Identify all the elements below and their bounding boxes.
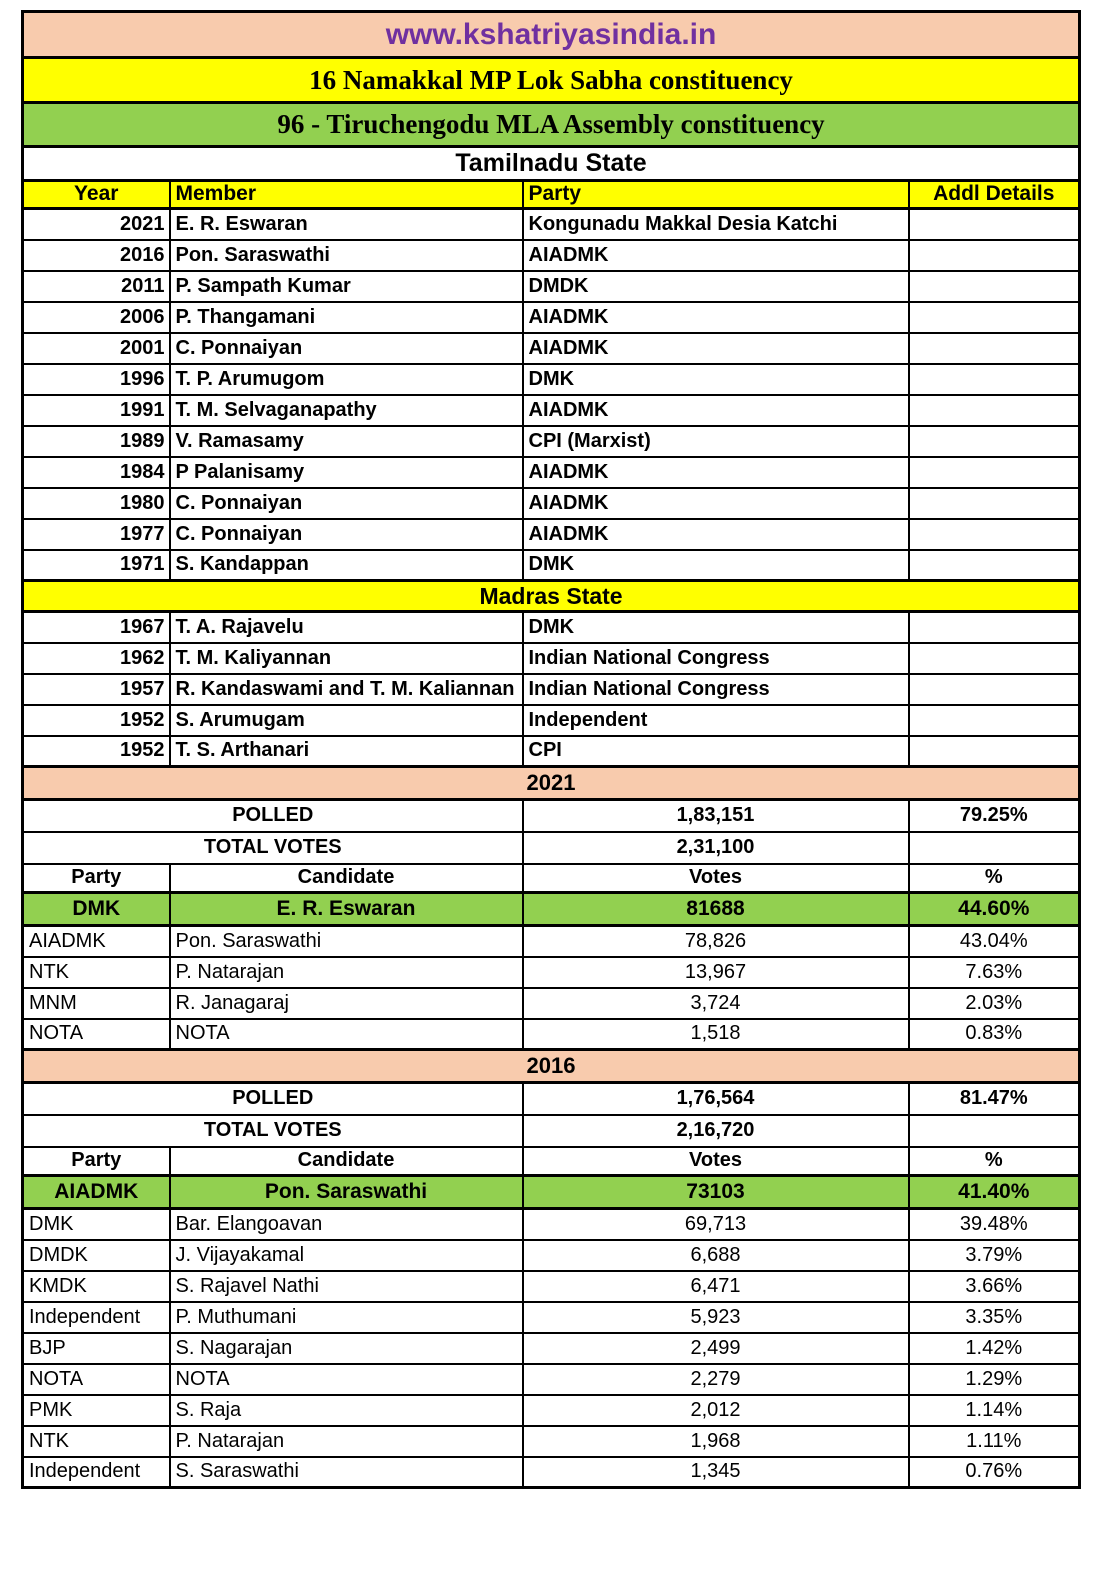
- pct-cell: 3.66%: [909, 1271, 1080, 1302]
- candidate-cell: J. Vijayakamal: [170, 1240, 523, 1271]
- history-row: [23, 705, 1080, 736]
- votes-cell: 1,345: [523, 1457, 909, 1488]
- results-header-party: Party: [23, 864, 170, 893]
- year-cell: 2016: [23, 240, 170, 271]
- results-header-party: Party: [23, 1147, 170, 1176]
- constituency-sheet: [21, 10, 1078, 1489]
- votes-cell: 2,279: [523, 1364, 909, 1395]
- history-header-year: Year: [23, 181, 170, 209]
- tamilnadu-state-title: Tamilnadu State: [23, 147, 1080, 181]
- addl-details-cell: [909, 240, 1080, 271]
- addl-details-cell: [909, 674, 1080, 705]
- member-cell: R. Kandaswami and T. M. Kaliannan: [170, 674, 523, 705]
- results-header-row-2021: [23, 864, 1080, 893]
- constituency-table: [21, 10, 1081, 1489]
- winner-row-2016: [23, 1176, 1080, 1209]
- votes-cell: 5,923: [523, 1302, 909, 1333]
- candidate-cell: NOTA: [170, 1019, 523, 1050]
- winner-votes: 73103: [523, 1176, 909, 1209]
- year-cell: 1957: [23, 674, 170, 705]
- member-cell: C. Ponnaiyan: [170, 333, 523, 364]
- member-cell: V. Ramasamy: [170, 426, 523, 457]
- year-cell: 1967: [23, 612, 170, 643]
- addl-details-cell: [909, 426, 1080, 457]
- results-header-votes: Votes: [523, 864, 909, 893]
- result-row: [23, 957, 1080, 988]
- total-votes-value: 2,31,100: [523, 832, 909, 864]
- candidate-cell: S. Raja: [170, 1395, 523, 1426]
- total-votes-row-2016: [23, 1115, 1080, 1147]
- year-cell: 1991: [23, 395, 170, 426]
- history-row: [23, 209, 1080, 240]
- votes-cell: 69,713: [523, 1209, 909, 1240]
- party-cell: Independent: [523, 705, 909, 736]
- addl-details-cell: [909, 209, 1080, 240]
- madras-state-row: [23, 581, 1080, 612]
- total-votes-pct: [909, 832, 1080, 864]
- party-cell: CPI (Marxist): [523, 426, 909, 457]
- party-cell: AIADMK: [523, 240, 909, 271]
- addl-details-cell: [909, 395, 1080, 426]
- result-row: [23, 1333, 1080, 1364]
- addl-details-cell: [909, 302, 1080, 333]
- history-row: [23, 674, 1080, 705]
- pct-cell: 39.48%: [909, 1209, 1080, 1240]
- history-row: [23, 240, 1080, 271]
- party-cell: AIADMK: [523, 488, 909, 519]
- result-row: [23, 1364, 1080, 1395]
- result-row: [23, 1302, 1080, 1333]
- addl-details-cell: [909, 612, 1080, 643]
- pct-cell: 1.29%: [909, 1364, 1080, 1395]
- addl-details-cell: [909, 364, 1080, 395]
- pct-cell: 43.04%: [909, 926, 1080, 957]
- votes-cell: 3,724: [523, 988, 909, 1019]
- addl-details-cell: [909, 457, 1080, 488]
- votes-cell: 2,012: [523, 1395, 909, 1426]
- pct-cell: 1.14%: [909, 1395, 1080, 1426]
- party-cell: Indian National Congress: [523, 674, 909, 705]
- election-2021-band: [23, 767, 1080, 800]
- party-cell: NTK: [23, 957, 170, 988]
- winner-candidate: Pon. Saraswathi: [170, 1176, 523, 1209]
- candidate-cell: P. Muthumani: [170, 1302, 523, 1333]
- party-cell: DMK: [523, 612, 909, 643]
- total-votes-value: 2,16,720: [523, 1115, 909, 1147]
- winner-party: AIADMK: [23, 1176, 170, 1209]
- member-cell: T. S. Arthanari: [170, 736, 523, 767]
- party-cell: NTK: [23, 1426, 170, 1457]
- results-header-pct: %: [909, 1147, 1080, 1176]
- total-votes-label: TOTAL VOTES: [23, 832, 523, 864]
- election-year-title: 2016: [23, 1050, 1080, 1083]
- mla-constituency-row: [23, 103, 1080, 147]
- addl-details-cell: [909, 643, 1080, 674]
- result-row: [23, 1240, 1080, 1271]
- history-header-member: Member: [170, 181, 523, 209]
- pct-cell: 0.83%: [909, 1019, 1080, 1050]
- history-row: [23, 736, 1080, 767]
- member-cell: T. M. Kaliyannan: [170, 643, 523, 674]
- party-cell: DMK: [523, 550, 909, 581]
- result-row: [23, 1271, 1080, 1302]
- pct-cell: 3.79%: [909, 1240, 1080, 1271]
- year-cell: 1996: [23, 364, 170, 395]
- pct-cell: 0.76%: [909, 1457, 1080, 1488]
- member-cell: T. P. Arumugom: [170, 364, 523, 395]
- party-cell: NOTA: [23, 1364, 170, 1395]
- addl-details-cell: [909, 705, 1080, 736]
- candidate-cell: S. Nagarajan: [170, 1333, 523, 1364]
- polled-label: POLLED: [23, 1083, 523, 1115]
- history-row: [23, 333, 1080, 364]
- history-row: [23, 457, 1080, 488]
- madras-state-title: Madras State: [23, 581, 1080, 612]
- year-cell: 2001: [23, 333, 170, 364]
- results-header-votes: Votes: [523, 1147, 909, 1176]
- polled-row-2021: [23, 800, 1080, 832]
- party-cell: NOTA: [23, 1019, 170, 1050]
- member-cell: P. Sampath Kumar: [170, 271, 523, 302]
- history-row: [23, 364, 1080, 395]
- winner-row-2021: [23, 893, 1080, 926]
- polled-pct: 79.25%: [909, 800, 1080, 832]
- history-row: [23, 395, 1080, 426]
- member-cell: T. A. Rajavelu: [170, 612, 523, 643]
- addl-details-cell: [909, 550, 1080, 581]
- history-row: [23, 519, 1080, 550]
- winner-votes: 81688: [523, 893, 909, 926]
- mp-constituency-title: 16 Namakkal MP Lok Sabha constituency: [23, 58, 1080, 103]
- candidate-cell: Pon. Saraswathi: [170, 926, 523, 957]
- year-cell: 1962: [23, 643, 170, 674]
- result-row: [23, 1395, 1080, 1426]
- candidate-cell: P. Natarajan: [170, 957, 523, 988]
- candidate-cell: P. Natarajan: [170, 1426, 523, 1457]
- history-row: [23, 643, 1080, 674]
- addl-details-cell: [909, 271, 1080, 302]
- site-url: www.kshatriyasindia.in: [23, 12, 1080, 58]
- winner-pct: 41.40%: [909, 1176, 1080, 1209]
- party-cell: MNM: [23, 988, 170, 1019]
- year-cell: 1980: [23, 488, 170, 519]
- member-cell: Pon. Saraswathi: [170, 240, 523, 271]
- year-cell: 1971: [23, 550, 170, 581]
- history-row: [23, 302, 1080, 333]
- votes-cell: 1,518: [523, 1019, 909, 1050]
- candidate-cell: S. Rajavel Nathi: [170, 1271, 523, 1302]
- year-cell: 1952: [23, 705, 170, 736]
- party-cell: DMK: [23, 1209, 170, 1240]
- pct-cell: 2.03%: [909, 988, 1080, 1019]
- member-cell: S. Kandappan: [170, 550, 523, 581]
- mp-constituency-row: [23, 58, 1080, 103]
- party-cell: DMDK: [23, 1240, 170, 1271]
- addl-details-cell: [909, 333, 1080, 364]
- pct-cell: 7.63%: [909, 957, 1080, 988]
- result-row: [23, 1209, 1080, 1240]
- election-year-title: 2021: [23, 767, 1080, 800]
- result-row: [23, 1019, 1080, 1050]
- party-cell: PMK: [23, 1395, 170, 1426]
- year-cell: 2011: [23, 271, 170, 302]
- votes-cell: 13,967: [523, 957, 909, 988]
- pct-cell: 1.42%: [909, 1333, 1080, 1364]
- candidate-cell: NOTA: [170, 1364, 523, 1395]
- year-cell: 1952: [23, 736, 170, 767]
- history-header-party: Party: [523, 181, 909, 209]
- addl-details-cell: [909, 519, 1080, 550]
- year-cell: 2021: [23, 209, 170, 240]
- member-cell: E. R. Eswaran: [170, 209, 523, 240]
- history-header-addl: Addl Details: [909, 181, 1080, 209]
- winner-party: DMK: [23, 893, 170, 926]
- party-cell: AIADMK: [523, 333, 909, 364]
- history-row: [23, 612, 1080, 643]
- year-cell: 2006: [23, 302, 170, 333]
- url-banner-row: [23, 12, 1080, 58]
- party-cell: KMDK: [23, 1271, 170, 1302]
- history-header-row: [23, 181, 1080, 209]
- party-cell: AIADMK: [523, 395, 909, 426]
- party-cell: BJP: [23, 1333, 170, 1364]
- member-cell: C. Ponnaiyan: [170, 519, 523, 550]
- party-cell: AIADMK: [523, 519, 909, 550]
- result-row: [23, 988, 1080, 1019]
- history-row: [23, 550, 1080, 581]
- polled-votes: 1,83,151: [523, 800, 909, 832]
- party-cell: AIADMK: [23, 926, 170, 957]
- addl-details-cell: [909, 736, 1080, 767]
- member-cell: T. M. Selvaganapathy: [170, 395, 523, 426]
- party-cell: DMDK: [523, 271, 909, 302]
- winner-candidate: E. R. Eswaran: [170, 893, 523, 926]
- results-header-candidate: Candidate: [170, 1147, 523, 1176]
- member-cell: C. Ponnaiyan: [170, 488, 523, 519]
- result-row: [23, 1457, 1080, 1488]
- party-cell: AIADMK: [523, 302, 909, 333]
- total-votes-label: TOTAL VOTES: [23, 1115, 523, 1147]
- member-cell: P Palanisamy: [170, 457, 523, 488]
- votes-cell: 1,968: [523, 1426, 909, 1457]
- total-votes-row-2021: [23, 832, 1080, 864]
- polled-votes: 1,76,564: [523, 1083, 909, 1115]
- votes-cell: 6,471: [523, 1271, 909, 1302]
- history-row: [23, 426, 1080, 457]
- history-row: [23, 271, 1080, 302]
- result-row: [23, 1426, 1080, 1457]
- party-cell: Independent: [23, 1302, 170, 1333]
- addl-details-cell: [909, 488, 1080, 519]
- member-cell: S. Arumugam: [170, 705, 523, 736]
- results-header-row-2016: [23, 1147, 1080, 1176]
- party-cell: Independent: [23, 1457, 170, 1488]
- party-cell: Indian National Congress: [523, 643, 909, 674]
- party-cell: Kongunadu Makkal Desia Katchi: [523, 209, 909, 240]
- result-row: [23, 926, 1080, 957]
- votes-cell: 6,688: [523, 1240, 909, 1271]
- mla-constituency-title: 96 - Tiruchengodu MLA Assembly constituency: [23, 103, 1080, 147]
- year-cell: 1984: [23, 457, 170, 488]
- year-cell: 1977: [23, 519, 170, 550]
- votes-cell: 78,826: [523, 926, 909, 957]
- results-header-pct: %: [909, 864, 1080, 893]
- candidate-cell: R. Janagaraj: [170, 988, 523, 1019]
- pct-cell: 3.35%: [909, 1302, 1080, 1333]
- total-votes-pct: [909, 1115, 1080, 1147]
- tamilnadu-state-row: [23, 147, 1080, 181]
- party-cell: AIADMK: [523, 457, 909, 488]
- votes-cell: 2,499: [523, 1333, 909, 1364]
- member-cell: P. Thangamani: [170, 302, 523, 333]
- party-cell: CPI: [523, 736, 909, 767]
- candidate-cell: Bar. Elangoavan: [170, 1209, 523, 1240]
- party-cell: DMK: [523, 364, 909, 395]
- year-cell: 1989: [23, 426, 170, 457]
- pct-cell: 1.11%: [909, 1426, 1080, 1457]
- polled-label: POLLED: [23, 800, 523, 832]
- polled-pct: 81.47%: [909, 1083, 1080, 1115]
- election-2016-band: [23, 1050, 1080, 1083]
- history-row: [23, 488, 1080, 519]
- polled-row-2016: [23, 1083, 1080, 1115]
- results-header-candidate: Candidate: [170, 864, 523, 893]
- candidate-cell: S. Saraswathi: [170, 1457, 523, 1488]
- winner-pct: 44.60%: [909, 893, 1080, 926]
